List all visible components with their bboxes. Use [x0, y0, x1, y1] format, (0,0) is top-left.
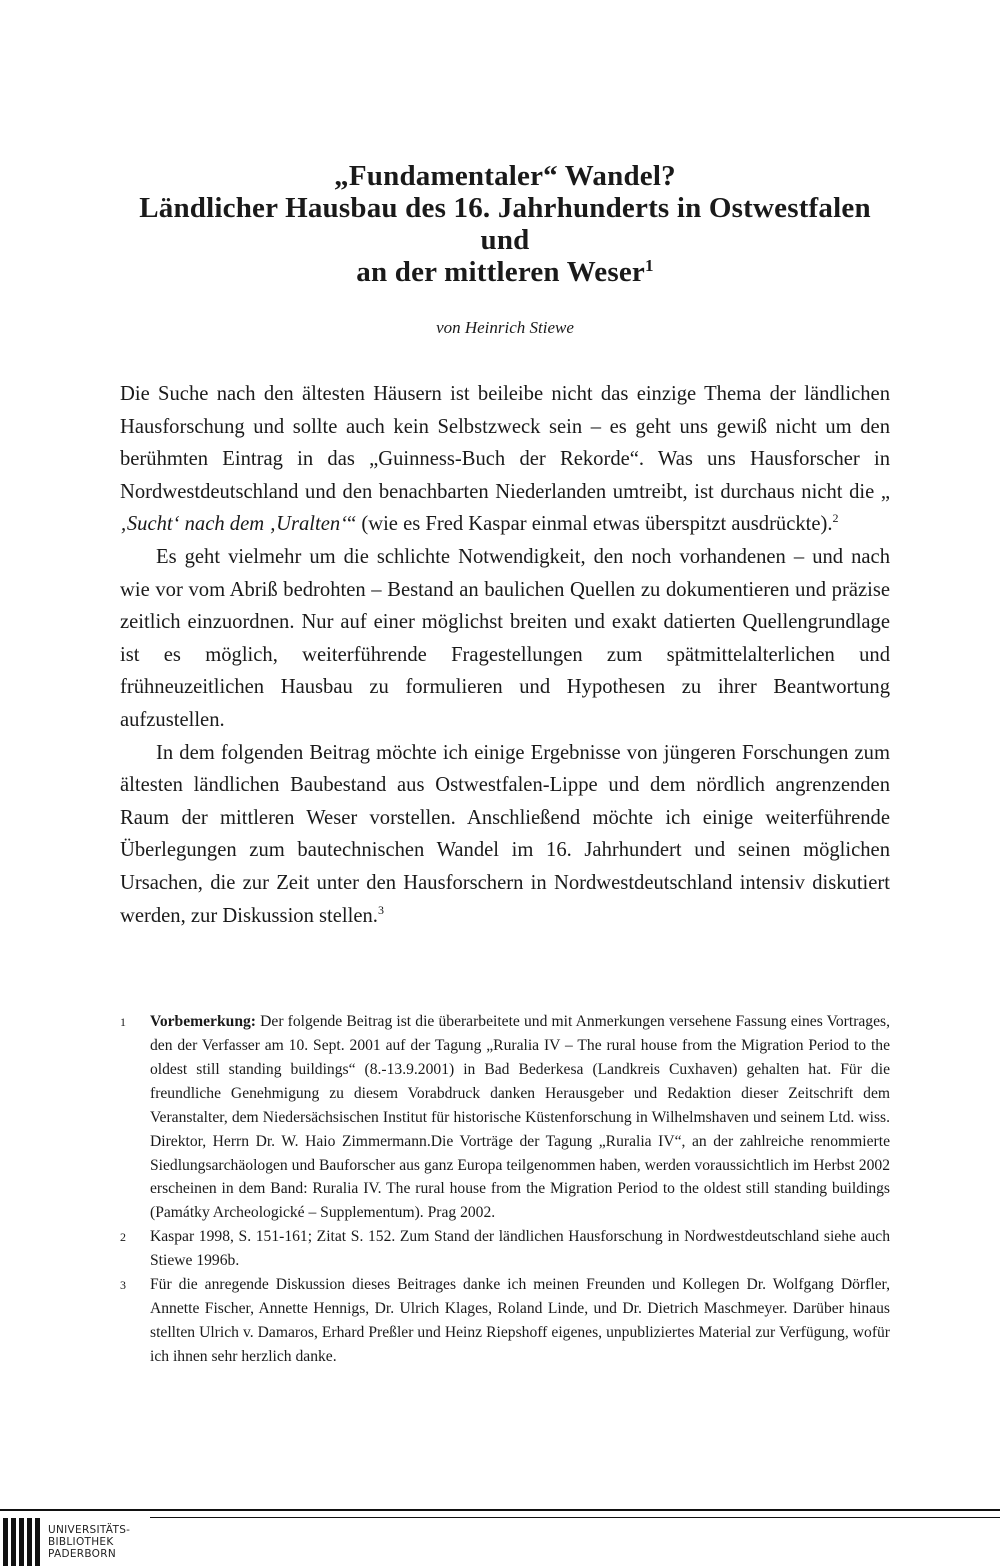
logo-line-1: UNIVERSITÄTS-	[48, 1524, 131, 1536]
footnote-3	[120, 1273, 890, 1369]
logo-bars-icon	[3, 1518, 40, 1566]
author-byline: von Heinrich Stiewe	[436, 318, 574, 337]
logo-text	[48, 1524, 130, 1560]
title-line-1: „Fundamentaler“ Wandel?	[334, 160, 676, 192]
footnote-text: Kaspar 1998, S. 151-161; Zitat S. 152. Zum Stand der ländlichen Hausforschung in Nordwestdeutschland siehe auch Stiewe 1996b.	[150, 1228, 890, 1270]
paragraph-3	[120, 737, 890, 933]
title-footnote-ref[interactable]: 1	[645, 256, 654, 275]
footnote-1	[120, 1010, 890, 1225]
footnote-2	[120, 1225, 890, 1273]
footnote-ref-3[interactable]: 3	[377, 902, 384, 917]
footer-rule	[0, 1509, 1000, 1511]
footnote-number: 3	[120, 1278, 126, 1293]
footnote-label: Vorbemerkung:	[150, 1013, 256, 1031]
title-line-3-text: an der mittleren Weser	[356, 256, 645, 288]
paragraph-1-part-b: “ (wie es Fred Kaspar einmal etwas überspitzt ausdrückte).	[347, 513, 833, 536]
paragraph-1-italic: ‚Sucht‘ nach dem ‚Uralten‘	[120, 513, 348, 536]
footer-rule-thin	[150, 1517, 1000, 1518]
logo-line-3: PADERBORN	[48, 1548, 116, 1560]
footnote-body: Der folgende Beitrag ist die überarbeitete und mit Anmerkungen versehene Fassung eines Vortrages, den der Verfasser am 10. Sept. 2001 auf der Tagung „Ruralia IV – The rural house from the Migration Period to the oldest still standing buildings“ (8.-13.9.2001) in Bad Bederkesa (Landkreis Cuxhaven) gehalten hat. Für die freundliche Genehmigung zu diesem Vorabdruck danken Herausgeber und Redaktion dieser Zeitschrift dem Veranstalter, dem Niedersächsischen Institut für historische Küstenforschung in Wilhelmshaven und seinem Ltd. wiss. Direktor, Herrn Dr. W. Haio Zimmermann.Die Vorträge der Tagung „Ruralia IV“, an der zahlreiche renommierte Siedlungsarchäologen und Bauforscher aus ganz Europa teilgenommen haben, werden voraussichtlich im Herbst 2002 erscheinen in dem Band: Ruralia IV. The rural house from the Migration Period to the oldest still standing buildings (Památky Archeologické – Supplementum). Prag 2002.	[150, 1013, 890, 1222]
paragraph-3-text: In dem folgenden Beitrag möchte ich einige Ergebnisse von jüngeren Forschungen zum ältesten ländlichen Baubestand aus Ostwestfalen-Lippe und dem nördlich angrenzenden Raum der mittleren Weser vorstellen. Anschließend möchte ich einige weiterführende Überlegungen zum bautechnischen Wandel im 16. Jahrhundert und seinen möglichen Ursachen, die zur Zeit unter den Hausforschern in Nordwestdeutschland intensiv diskutiert werden, zur Diskussion stellen.	[120, 741, 890, 927]
article-title	[120, 160, 890, 288]
footnote-text	[150, 1010, 890, 1225]
title-line-2: Ländlicher Hausbau des 16. Jahrhunderts in Ostwestfalen und	[139, 192, 871, 256]
body-text	[120, 378, 890, 932]
paragraph-1	[120, 378, 890, 541]
library-logo	[0, 1516, 160, 1568]
paragraph-1-part-a: Die Suche nach den ältesten Häusern ist beileibe nicht das einzige Thema der ländlichen Hausforschung und sollte auch kein Selbstzweck sein – es geht uns gewiß nicht um den berühmten Eintrag in das „Guinness-Buch der Rekorde“. Was uns Hausforscher in Nordwestdeutschland und den benachbarten Niederlanden umtreibt, ist durchaus nicht die „	[120, 383, 890, 503]
footnote-number: 1	[120, 1015, 126, 1030]
footnote-ref-2[interactable]: 2	[832, 511, 839, 526]
paragraph-2: Es geht vielmehr um die schlichte Notwendigkeit, den noch vorhandenen – und nach wie vor vom Abriß bedrohten – Bestand an baulichen Quellen zu dokumentieren und präzise zeitlich einzuordnen. Nur auf einer möglichst breiten und exakt datierten Quellengrundlage ist es möglich, weiterführende Fragestellungen zum spätmittelalterlichen und frühneuzeitlichen Hausbau zu formulieren und Hypothesen zu ihrer Beantwortung aufzustellen.	[120, 545, 890, 731]
page-content	[120, 160, 890, 1369]
footnote-text: Für die anregende Diskussion dieses Beitrages danke ich meinen Freunden und Kollegen Dr. Wolfgang Dörfler, Annette Fischer, Annette Hennigs, Dr. Ulrich Klages, Roland Linde, und Dr. Dietrich Maschmeyer. Darüber hinaus stellten Ulrich v. Damaros, Erhard Preßler und Heinz Riepshoff eigenes, unpubliziertes Material zur Verfügung, wofür ich ihnen sehr herzlich danke.	[150, 1276, 890, 1365]
logo-line-2: BIBLIOTHEK	[48, 1536, 114, 1548]
footnote-number: 2	[120, 1230, 126, 1245]
footnotes	[120, 1010, 890, 1369]
title-line-3	[120, 256, 890, 288]
